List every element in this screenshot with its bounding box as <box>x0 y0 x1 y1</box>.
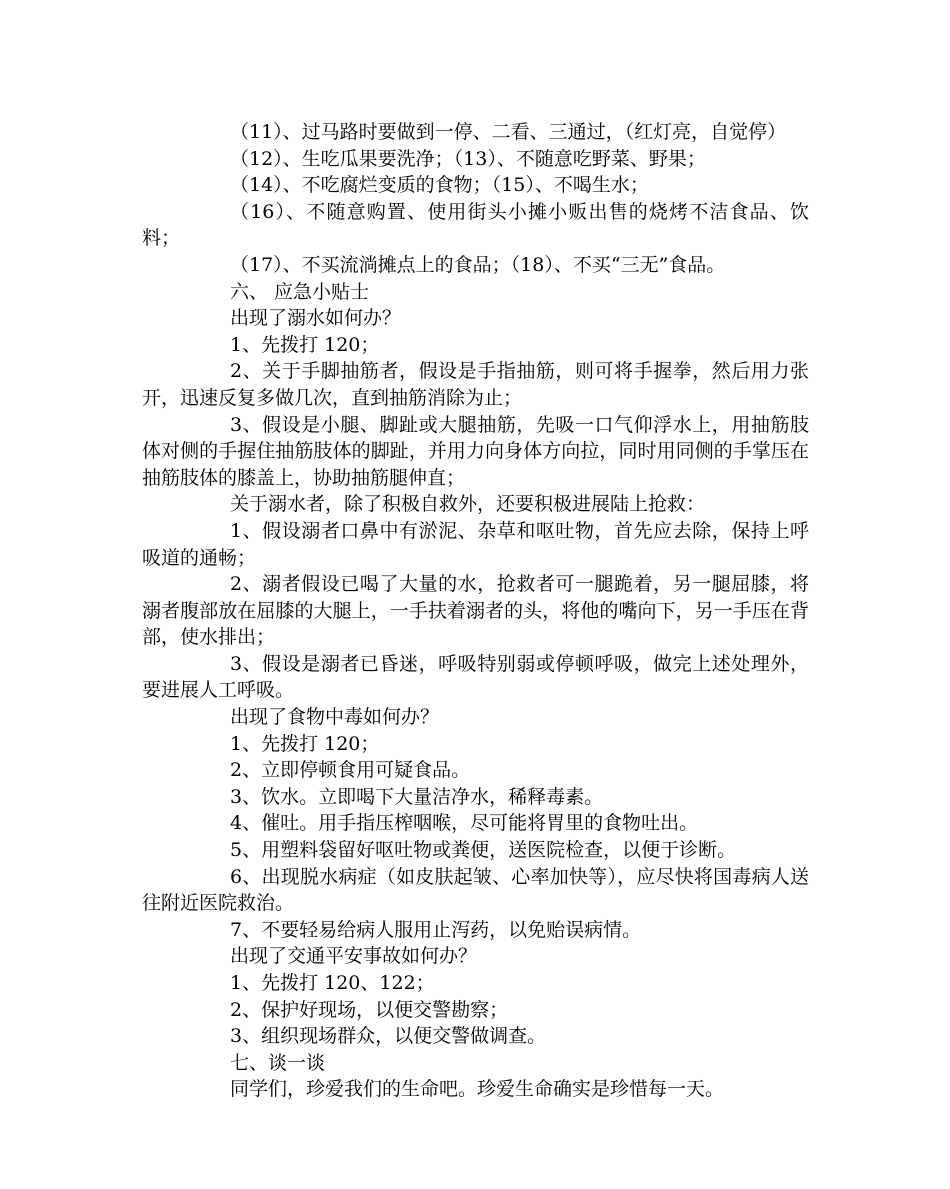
closing-paragraph: 同学们，珍爱我们的生命吧。珍爱生命确实是珍惜每一天。 <box>230 1078 725 1101</box>
step-paragraph: 3、饮水。立即喝下大量洁净水，稀释毒素。 <box>230 785 604 808</box>
rule-paragraph: （11）、过马路时要做到一停、二看、三通过，（红灯亮，自觉停） <box>230 121 787 143</box>
document-body <box>142 119 809 1103</box>
step-paragraph: 5、用塑料袋留好呕吐物或粪便，送医院检查，以便于诊断。 <box>230 839 737 862</box>
rule-paragraph: （14）、不吃腐烂变质的食物；（15）、不喝生水； <box>230 174 649 197</box>
subheading-food-poisoning: 出现了食物中毒如何办？ <box>230 706 440 729</box>
step-paragraph: 6、出现脱水病症（如皮肤起皱、心率加快等），应尽快将国毒病人送往附近医院救治。 <box>142 865 809 915</box>
step-paragraph: 7、不要轻易给病人服用止泻药，以免贻误病情。 <box>230 918 642 941</box>
step-paragraph: 3、假设是溺者已昏迷，呼吸特别弱或停顿呼吸，做完上述处理外，要进展人工呼吸。 <box>142 652 809 702</box>
step-paragraph: 1、先拨打 120； <box>230 732 380 755</box>
step-paragraph: 2、保护好现场，以便交警勘察； <box>230 998 509 1021</box>
step-paragraph: 2、关于手脚抽筋者，假设是手指抽筋，则可将手握拳，然后用力张开，迅速反复多做几次，直到抽筋消除为止； <box>142 360 809 409</box>
step-paragraph: 1、先拨打 120； <box>230 333 380 356</box>
step-paragraph: 3、假设是小腿、脚趾或大腿抽筋，先吸一口气仰浮水上，用抽筋肢体对侧的手握住抽筋肢体的脚趾，并用力向身体方向拉，同时用同侧的手掌压在抽筋肢体的膝盖上，协助抽筋腿伸直； <box>142 413 809 489</box>
body-paragraph: 关于溺水者，除了积极自救外，还要积极进展陆上抢救： <box>230 493 706 516</box>
section-heading-discussion: 七、谈一谈 <box>230 1051 326 1074</box>
rule-paragraph: （17）、不买流淌摊点上的食品；（18）、不买“三无”食品。 <box>230 253 726 276</box>
rule-paragraph: （16）、不随意购置、使用街头小摊小贩出售的烧烤不洁食品、饮料； <box>142 200 809 250</box>
section-heading-tips: 六、 应急小贴士 <box>230 280 370 303</box>
step-paragraph: 3、组织现场群众，以便交警做调查。 <box>230 1025 547 1048</box>
step-paragraph: 2、溺者假设已喝了大量的水，抢救者可一腿跪着，另一腿屈膝，将溺者腹部放在屈膝的大腿上，一手扶着溺者的头，将他的嘴向下，另一手压在背部，使水排出； <box>142 573 809 649</box>
rule-paragraph: （12）、生吃瓜果要洗净；（13）、不随意吃野菜、野果； <box>230 147 706 170</box>
step-paragraph: 1、先拨打 120、122； <box>230 972 435 994</box>
step-paragraph: 4、催吐。用手指压榨咽喉，尽可能将胃里的食物吐出。 <box>230 812 699 835</box>
subheading-drowning: 出现了溺水如何办？ <box>230 307 402 330</box>
step-paragraph: 1、假设溺者口鼻中有淤泥、杂草和呕吐物，首先应去除，保持上呼吸道的通畅； <box>142 519 809 569</box>
subheading-traffic-accident: 出现了交通平安事故如何办？ <box>230 945 478 968</box>
step-paragraph: 2、立即停顿食用可疑食品。 <box>230 759 471 782</box>
